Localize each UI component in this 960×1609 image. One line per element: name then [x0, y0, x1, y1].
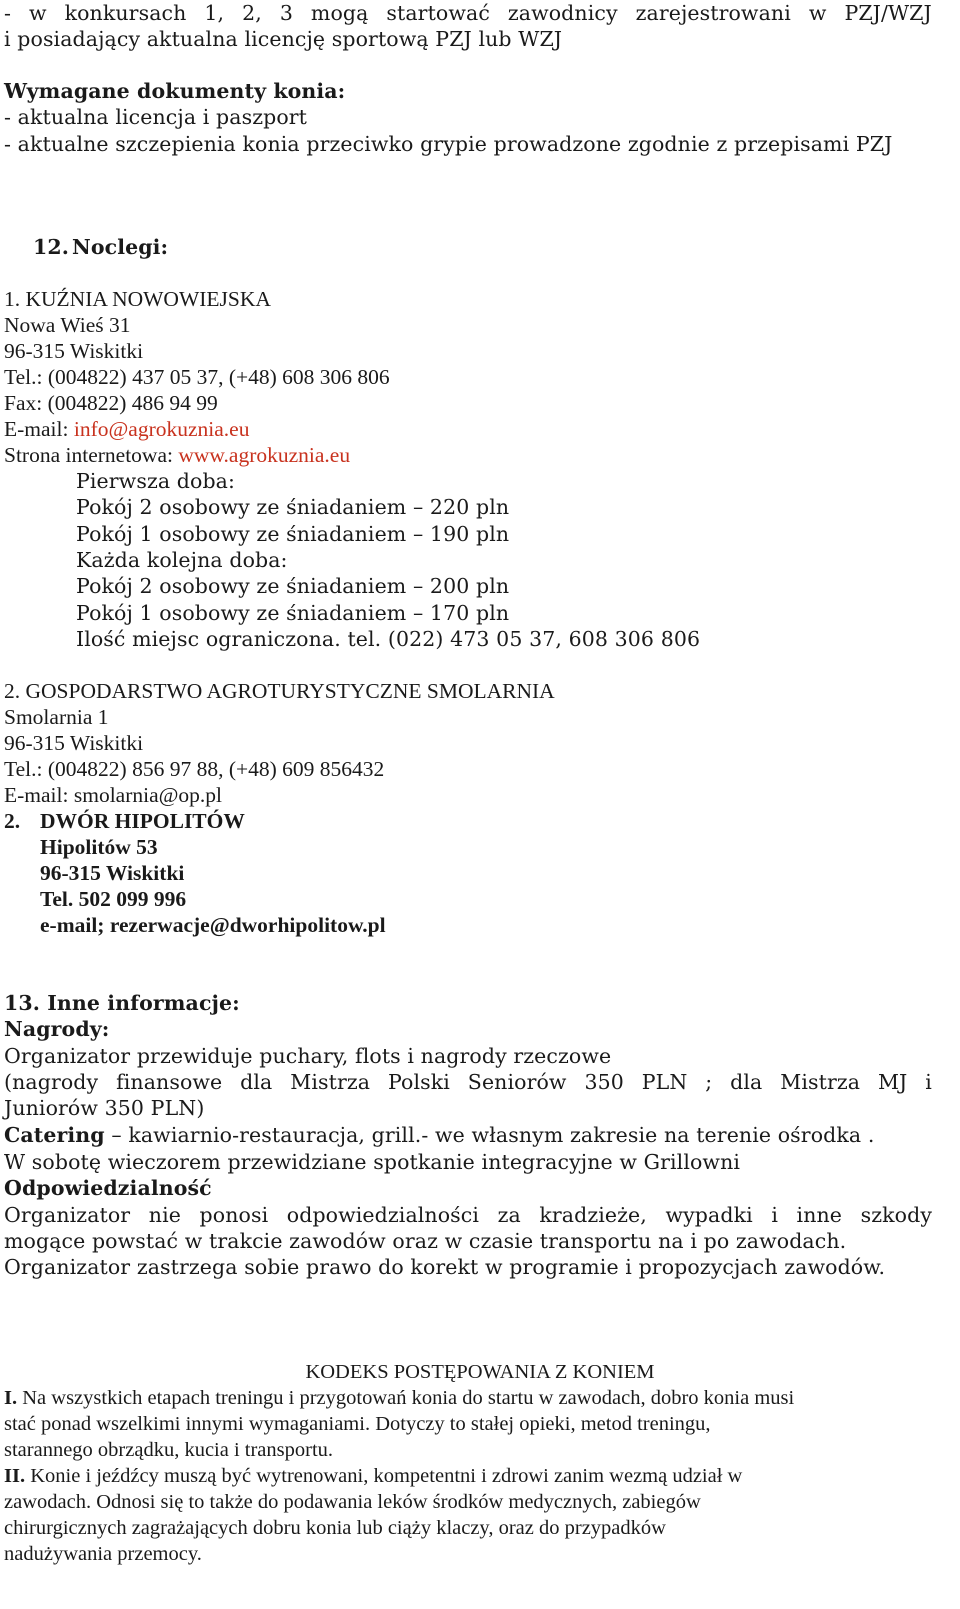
- eligibility-line-2: i posiadający aktualna licencję sportową PZJ lub WZJ: [4, 27, 563, 51]
- word: wypadki: [665, 1203, 753, 1227]
- word: w: [808, 1, 827, 25]
- code-p1-line: starannego obrządku, kucia i transportu.: [4, 1439, 334, 1461]
- word: inne: [796, 1203, 843, 1227]
- lodging-1-web-line: [4, 445, 350, 467]
- liability-line-3: Organizator zastrzega sobie prawo do korekt w programie i propozycjach zawodów.: [4, 1255, 886, 1279]
- lodging-2-address: Smolarnia 1: [4, 705, 109, 729]
- lodging-1-phone: Tel.: (004822) 437 05 37, (+48) 608 306 806: [4, 365, 390, 389]
- word: Organizator: [4, 1203, 131, 1227]
- word: odpowiedzialności: [286, 1203, 480, 1227]
- prizes-heading: Nagrody:: [4, 1017, 110, 1041]
- word: MJ: [877, 1070, 908, 1094]
- word: Mistrza: [780, 1070, 861, 1094]
- code-p2-line: [4, 1466, 742, 1487]
- lodging-2-name: 2. GOSPODARSTWO AGROTURYSTYCZNE SMOLARNIA: [4, 679, 555, 703]
- code-p2-marker: II.: [4, 1465, 26, 1487]
- word: za: [497, 1203, 521, 1227]
- word: 1,: [204, 1, 225, 25]
- price-line: Ilość miejsc ograniczona. tel. (022) 473 05 37, 608 306 806: [76, 627, 701, 651]
- lodging-3-postcode: 96-315 Wiskitki: [40, 861, 185, 885]
- lodging-3-email: e-mail; rezerwacje@dworhipolitow.pl: [40, 913, 386, 937]
- catering-line: [4, 1125, 874, 1146]
- lodging-3-name: DWÓR HIPOLITÓW: [40, 809, 245, 833]
- saturday-line: W sobotę wieczorem przewidziane spotkanie integracyjne w Grillowni: [4, 1150, 741, 1174]
- code-p2-line: zawodach. Odnosi się to także do podawania leków środków medycznych, zabiegów: [4, 1491, 701, 1513]
- code-p1-line: stać ponad wszelkimi innymi wymaganiami. Dotyczy to stałej opieki, metod treningu,: [4, 1413, 711, 1435]
- word: -: [4, 1, 12, 25]
- lodging-3-address: Hipolitów 53: [40, 835, 158, 859]
- lodging-3-phone: Tel. 502 099 996: [40, 887, 187, 911]
- catering-text: – kawiarnio-restauracja, grill.- we własnym zakresie na terenie ośrodka .: [104, 1123, 875, 1147]
- price-line: Pierwsza doba:: [76, 469, 236, 493]
- word: startować: [386, 1, 490, 25]
- price-line: Pokój 1 osobowy ze śniadaniem – 170 pln: [76, 601, 510, 625]
- word: finansowe: [116, 1070, 223, 1094]
- word: 3: [279, 1, 293, 25]
- lodging-2-email: E-mail: smolarnia@op.pl: [4, 783, 223, 807]
- documents-item: - aktualna licencja i paszport: [4, 105, 307, 129]
- section-13-title: 13. Inne informacje:: [4, 991, 240, 1015]
- word: i: [771, 1203, 778, 1227]
- word: zawodnicy: [507, 1, 618, 25]
- lodging-2-phone: Tel.: (004822) 856 97 88, (+48) 609 856432: [4, 757, 385, 781]
- word: w: [28, 1, 47, 25]
- code-title: KODEKS POSTĘPOWANIA Z KONIEM: [305, 1361, 655, 1383]
- liability-line-1: [4, 1205, 932, 1226]
- word: ponosi: [199, 1203, 269, 1227]
- prizes-line-3: Juniorów 350 PLN): [4, 1096, 205, 1120]
- documents-item: - aktualne szczepienia konia przeciwko grypie prowadzone zgodnie z przepisami PZJ: [4, 132, 893, 156]
- word: zarejestrowani: [635, 1, 791, 25]
- lodging-3-number: 2.: [4, 809, 21, 833]
- liability-heading: Odpowiedzialność: [4, 1176, 212, 1200]
- section-12-title: Noclegi:: [72, 235, 169, 259]
- code-p1-text: Na wszystkich etapach treningu i przygotowań konia do startu w zawodach, dobro konia musi: [17, 1387, 795, 1409]
- documents-heading: Wymagane dokumenty konia:: [4, 79, 346, 103]
- word: 350: [584, 1070, 624, 1094]
- word: (nagrody: [4, 1070, 99, 1094]
- word: kradzieże,: [539, 1203, 647, 1227]
- word: i: [925, 1070, 932, 1094]
- lodging-1-fax: Fax: (004822) 486 94 99: [4, 391, 218, 415]
- code-p1-line: [4, 1388, 794, 1409]
- lodging-2-postcode: 96-315 Wiskitki: [4, 731, 144, 755]
- code-p2-text: Konie i jeźdźcy muszą być wytrenowani, kompetentni i zdrowi zanim wezmą udział w: [25, 1465, 743, 1487]
- word: 2,: [242, 1, 262, 25]
- prizes-line-2: [4, 1072, 932, 1093]
- lodging-1-address: Nowa Wieś 31: [4, 313, 131, 337]
- price-line: Każda kolejna doba:: [76, 548, 288, 572]
- word: ;: [705, 1070, 713, 1094]
- code-p2-line: nadużywania przemocy.: [4, 1543, 202, 1565]
- word: konkursach: [64, 1, 187, 25]
- word: Seniorów: [467, 1070, 567, 1094]
- word: PLN: [641, 1070, 688, 1094]
- lodging-1-postcode: 96-315 Wiskitki: [4, 339, 144, 363]
- catering-label: Catering: [4, 1123, 105, 1147]
- section-12-number: 12.: [33, 235, 69, 259]
- price-line: Pokój 1 osobowy ze śniadaniem – 190 pln: [76, 522, 510, 546]
- word: mogą: [310, 1, 369, 25]
- price-line: Pokój 2 osobowy ze śniadaniem – 220 pln: [76, 495, 510, 519]
- word: PZJ/WZJ: [844, 1, 932, 25]
- prizes-line-1: Organizator przewiduje puchary, flots i nagrody rzeczowe: [4, 1044, 612, 1068]
- word: nie: [148, 1203, 181, 1227]
- lodging-1-email-line: [4, 419, 249, 441]
- lodging-1-name: 1. KUŹNIA NOWOWIEJSKA: [4, 287, 271, 311]
- word: dla: [730, 1070, 763, 1094]
- web-label: Strona internetowa:: [4, 443, 179, 467]
- web-link[interactable]: www.agrokuznia.eu: [178, 443, 351, 467]
- code-p1-marker: I.: [4, 1387, 18, 1409]
- word: dla: [240, 1070, 273, 1094]
- word: Mistrza: [290, 1070, 371, 1094]
- email-label: E-mail:: [4, 417, 74, 441]
- price-line: Pokój 2 osobowy ze śniadaniem – 200 pln: [76, 574, 510, 598]
- liability-line-2: mogące powstać w trakcie zawodów oraz w czasie transportu na i po zawodach.: [4, 1229, 847, 1253]
- word: Polski: [387, 1070, 450, 1094]
- code-p2-line: chirurgicznych zagrażających dobru konia lub ciąży klaczy, oraz do przypadków: [4, 1517, 666, 1539]
- word: szkody: [860, 1203, 932, 1227]
- email-link[interactable]: info@agrokuznia.eu: [73, 417, 250, 441]
- eligibility-line-1: [4, 3, 932, 24]
